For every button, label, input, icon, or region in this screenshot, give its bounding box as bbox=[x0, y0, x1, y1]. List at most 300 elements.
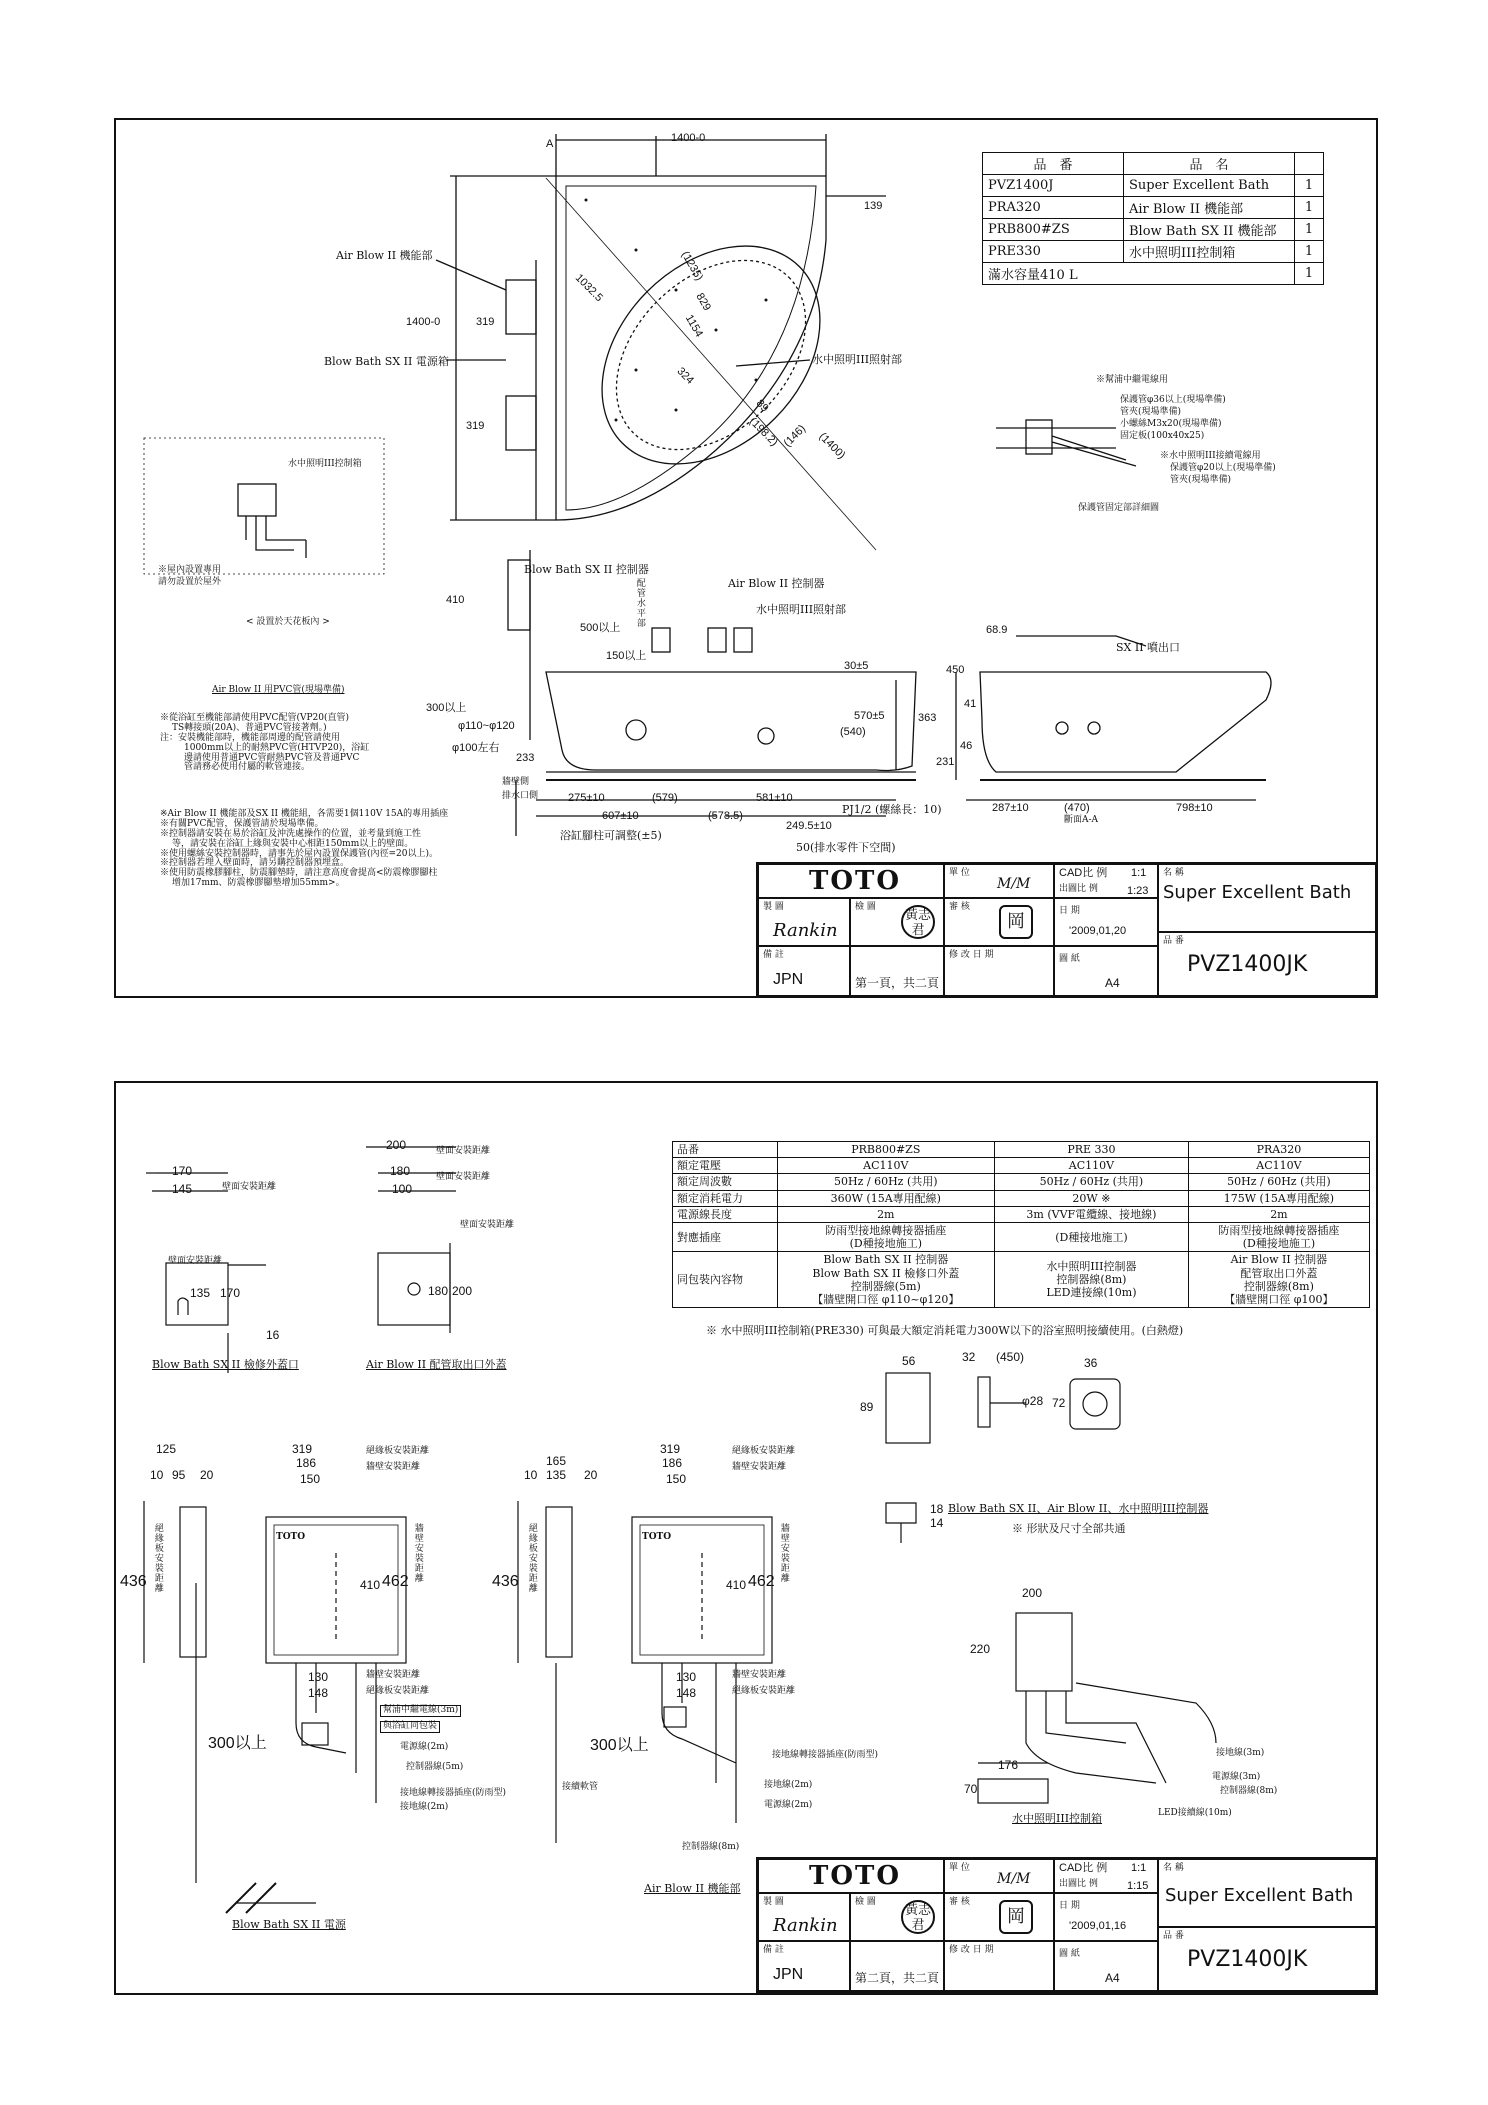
wall-distance: 牆壁安裝距離 bbox=[366, 1670, 421, 1680]
with-tub: 與浴缸同包裝 bbox=[380, 1721, 440, 1733]
dim-436: 436 bbox=[120, 1573, 147, 1590]
tb-remarks-cell bbox=[758, 1941, 850, 1991]
parts-qty: 1 bbox=[1295, 263, 1324, 285]
checker-stamp: 黃志君 bbox=[901, 905, 935, 939]
dim-319: 319 bbox=[466, 420, 485, 432]
insul-distance: 絕緣板安裝距離 bbox=[366, 1686, 430, 1696]
checker-stamp: 黃志君 bbox=[901, 1900, 935, 1934]
dim-275: 275±10 bbox=[568, 792, 605, 804]
section-mark: A bbox=[546, 138, 554, 150]
dim-95: 95 bbox=[172, 1468, 186, 1482]
tb-unit-cell bbox=[944, 864, 1054, 898]
parts-header-name: 品 名 bbox=[1124, 153, 1295, 175]
dim-186: 186 bbox=[296, 1456, 317, 1470]
label-drain-side: 排水口側 bbox=[502, 791, 539, 801]
brand-logo: TOTO bbox=[809, 866, 901, 896]
tb-brand-cell bbox=[758, 864, 944, 898]
dim-30: 30±5 bbox=[844, 660, 869, 672]
drawing-sheet-2 bbox=[114, 1081, 1378, 1995]
relay-cable: 幫浦中繼電線(3m) bbox=[380, 1705, 461, 1717]
dim-198: (198.2) bbox=[746, 415, 781, 449]
spec-cell: 50Hz / 60Hz (共用) bbox=[777, 1174, 995, 1190]
dim-10: 10 bbox=[150, 1468, 164, 1482]
control-box-title: 水中照明III控制箱 bbox=[288, 459, 362, 469]
parts-code: PRA320 bbox=[983, 197, 1124, 219]
parts-name: Blow Bath SX II 機能部 bbox=[1124, 219, 1295, 241]
dim-570: 570±5 bbox=[854, 710, 885, 722]
dim-148: 148 bbox=[308, 1686, 329, 1700]
spec-cell: 防雨型接地線轉接器插座 (D種接地施工) bbox=[1188, 1222, 1369, 1251]
spec-header: PRE 330 bbox=[995, 1142, 1189, 1158]
dim-165: 165 bbox=[546, 1454, 567, 1468]
parts-table bbox=[982, 152, 1324, 285]
paper-size: A4 bbox=[1105, 976, 1120, 990]
light-box-caption: 水中照明III控制箱 bbox=[1012, 1812, 1103, 1825]
date-value: '2009,01,16 bbox=[1069, 1920, 1127, 1932]
label-pvc: Air Blow II 用PVC管(現場準備) bbox=[212, 685, 345, 695]
dim-36: 36 bbox=[1084, 1356, 1098, 1370]
label-air-blow-unit: Air Blow II 機能部 bbox=[336, 249, 433, 262]
print-scale: 1:15 bbox=[1127, 1880, 1149, 1892]
date-value: '2009,01,20 bbox=[1069, 925, 1127, 937]
control-box-note: 請勿設置於屋外 bbox=[158, 577, 222, 587]
product-title: Super Excellent Bath bbox=[1165, 1885, 1354, 1906]
tb-unit-cell bbox=[944, 1859, 1054, 1893]
wall-distance: 壁面安裝距離 bbox=[460, 1220, 515, 1230]
dim-135: 135 bbox=[190, 1286, 211, 1300]
access-cover-caption: Blow Bath SX II 檢修外蓋口 bbox=[152, 1358, 299, 1371]
dim-319: 319 bbox=[476, 316, 495, 328]
name-label: 名 稱 bbox=[1163, 1863, 1184, 1873]
dim-470: (470) bbox=[1064, 802, 1090, 814]
dim-319: 319 bbox=[292, 1442, 313, 1456]
spec-cell: 水中照明III控制器 控制器線(8m) LED連接線(10m) bbox=[995, 1252, 1189, 1308]
wall-distance: 壁面安裝距離 bbox=[222, 1182, 277, 1192]
drawn-label: 製 圖 bbox=[763, 1897, 784, 1907]
dim-170: 170 bbox=[172, 1164, 193, 1178]
dim-186: 186 bbox=[662, 1456, 683, 1470]
paper-size: A4 bbox=[1105, 1971, 1120, 1985]
ground-cable: 接地線(3m) bbox=[1216, 1748, 1265, 1758]
dim-579: (579) bbox=[652, 792, 678, 804]
note-line: ※使用螺絲安裝控制器時，請事先於屋內設置保護管(內徑=20以上)。 bbox=[160, 848, 439, 859]
unit-value: M/M bbox=[997, 876, 1031, 892]
dim-436: 436 bbox=[492, 1573, 519, 1590]
spec-row-label: 對應插座 bbox=[673, 1222, 778, 1251]
wall-distance: 壁面安裝距離 bbox=[168, 1256, 223, 1266]
dim-10: 10 bbox=[524, 1468, 538, 1482]
part-no-label: 品 番 bbox=[1163, 936, 1184, 946]
notes-lower bbox=[160, 810, 448, 889]
dim-300: 300以上 bbox=[590, 1737, 649, 1754]
tb-drawn-cell bbox=[758, 898, 850, 946]
review-label: 審 核 bbox=[949, 1897, 970, 1907]
dim-125: 125 bbox=[156, 1442, 177, 1456]
tb-date-cell bbox=[1054, 898, 1158, 946]
note-line: ※有關PVC配管，保護管請於現場準備。 bbox=[160, 818, 324, 829]
dim-100: φ100左右 bbox=[452, 742, 500, 754]
tb-name-cell bbox=[1158, 1859, 1376, 1927]
dim-20: 20 bbox=[584, 1468, 598, 1482]
spec-footnote: ※ 水中照明III控制箱(PRE330) 可與最大額定消耗電力300W以下的浴室照明接續使用。(白熱燈) bbox=[706, 1324, 1184, 1337]
dim-363: 363 bbox=[918, 712, 937, 724]
wall-distance: 牆壁安裝距離 bbox=[732, 1462, 787, 1472]
tb-partno-cell bbox=[1158, 1927, 1376, 1991]
wall-vertical: 牆壁安裝距離 bbox=[412, 1523, 423, 1583]
spec-cell: 20W ※ bbox=[995, 1190, 1189, 1206]
spec-cell: 175W (15A專用配線) bbox=[1188, 1190, 1369, 1206]
dim-220: 220 bbox=[970, 1642, 991, 1656]
brand-mark: TOTO bbox=[642, 1532, 672, 1542]
note-line: 等，請安裝在浴缸上緣與安裝中心相距150mm以上的壁面。 bbox=[172, 838, 414, 849]
dim-89: 89 bbox=[860, 1400, 874, 1414]
review-label: 審 核 bbox=[949, 902, 970, 912]
cad-scale-label: CAD比 例 bbox=[1059, 867, 1108, 879]
note-line: ※Air Blow II 機能部及SX II 機能組，各需要1個110V 15A的專用插座 bbox=[160, 809, 449, 819]
parts-qty: 1 bbox=[1295, 175, 1324, 197]
cad-scale: 1:1 bbox=[1131, 867, 1147, 879]
tb-remarks-cell bbox=[758, 946, 850, 996]
label-sx-controller: Blow Bath SX II 控制器 bbox=[524, 563, 649, 576]
parts-qty: 1 bbox=[1295, 197, 1324, 219]
dim-578: (578.5) bbox=[708, 810, 743, 822]
sx-power-caption: Blow Bath SX II 電源 bbox=[232, 1918, 346, 1931]
tb-check-cell bbox=[850, 1893, 944, 1941]
print-scale: 1:23 bbox=[1127, 885, 1149, 897]
dim-150: 150 bbox=[666, 1472, 687, 1486]
spec-cell: AC110V bbox=[777, 1158, 995, 1174]
spec-cell: AC110V bbox=[995, 1158, 1189, 1174]
wall-vertical: 牆壁安裝距離 bbox=[778, 1523, 789, 1583]
dim-249: 249.5±10 bbox=[786, 820, 832, 832]
note-line: ※控制器若埋入壁面時，請另購控制器預埋盒。 bbox=[160, 858, 350, 869]
spec-header: PRB800#ZS bbox=[777, 1142, 995, 1158]
spec-cell: AC110V bbox=[1188, 1158, 1369, 1174]
spec-header: 品番 bbox=[673, 1142, 778, 1158]
dim-width: 1400-0 bbox=[671, 132, 706, 144]
wall-distance: 壁面安裝距離 bbox=[436, 1172, 491, 1182]
spec-cell: 2m bbox=[1188, 1206, 1369, 1222]
label-power-box: Blow Bath SX II 電源箱 bbox=[324, 355, 449, 368]
wall-distance: 牆壁安裝距離 bbox=[732, 1670, 787, 1680]
power-cable: 電源線(2m) bbox=[400, 1742, 449, 1752]
parts-qty: 1 bbox=[1295, 241, 1324, 263]
tb-name-cell bbox=[1158, 864, 1376, 932]
controller-title: Blow Bath SX II、Air Blow II、水中照明III控制器 bbox=[948, 1502, 1209, 1515]
pipe-cover-caption: Air Blow II 配管取出口外蓋 bbox=[366, 1358, 507, 1371]
insul-distance: 絕緣板安裝距離 bbox=[366, 1446, 430, 1456]
dim-14: 14 bbox=[930, 1516, 944, 1530]
tb-page-cell bbox=[850, 1941, 944, 1991]
dim-150: 150 bbox=[300, 1472, 321, 1486]
dim-146: (146) bbox=[781, 422, 809, 450]
insul-distance: 絕緣板安裝距離 bbox=[732, 1686, 796, 1696]
label-wall-side: 牆壁側 bbox=[502, 777, 530, 787]
part-no: PVZ1400JK bbox=[1187, 952, 1308, 977]
dim-100: 100 bbox=[392, 1182, 413, 1196]
dim-500: 500以上 bbox=[580, 622, 621, 634]
note-line: ※控制器請安裝在易於浴缸及沖洗處操作的位置，並考量到施工性 bbox=[160, 828, 422, 839]
date-label: 日 期 bbox=[1059, 906, 1080, 916]
dim-1400: (1400) bbox=[816, 430, 848, 462]
brand-mark: TOTO bbox=[276, 1532, 306, 1542]
spec-row-label: 額定周波數 bbox=[673, 1174, 778, 1190]
dim-462: 462 bbox=[382, 1573, 409, 1590]
spec-cell: (D種接地施工) bbox=[995, 1222, 1189, 1251]
dim-200: 200 bbox=[452, 1284, 473, 1298]
controller-note: ※ 形狀及尺寸全部共通 bbox=[1012, 1522, 1126, 1535]
spec-table bbox=[672, 1141, 1370, 1308]
dim-300: 300以上 bbox=[208, 1735, 267, 1752]
part-no: PVZ1400JK bbox=[1187, 1947, 1308, 1972]
dim-300: 300以上 bbox=[426, 702, 467, 714]
label-drain: 50(排水零件下空間) bbox=[796, 841, 896, 854]
dim-450: 450 bbox=[946, 664, 965, 676]
spec-cell: 2m bbox=[777, 1206, 995, 1222]
parts-code: PRB800#ZS bbox=[983, 219, 1124, 241]
spec-cell: 50Hz / 60Hz (共用) bbox=[995, 1174, 1189, 1190]
dim-450: (450) bbox=[996, 1350, 1025, 1364]
spec-cell: Air Blow II 控制器 配管取出口外蓋 控制器線(8m) 【牆壁開口徑 φ100】 bbox=[1188, 1252, 1369, 1308]
note-line: ※從浴缸至機能部請使用PVC配管(VP20(直管) bbox=[160, 713, 349, 723]
dim-110: φ110~φ120 bbox=[458, 720, 515, 732]
dim-540: (540) bbox=[840, 726, 866, 738]
spec-cell: 3m (VVF電纜線、接地線) bbox=[995, 1206, 1189, 1222]
unit-label: 單 位 bbox=[949, 1863, 970, 1873]
dim-324: 324 bbox=[674, 365, 696, 387]
note-line: 增加17mm、防震橡膠腳墊增加55mm>。 bbox=[172, 878, 345, 889]
parts-name: 水中照明III控制箱 bbox=[1124, 241, 1295, 263]
title-block bbox=[756, 862, 1378, 998]
dim-145: 145 bbox=[172, 1182, 193, 1196]
page-number: 第一頁，共二頁 bbox=[855, 976, 940, 990]
section-caption: 斷面A-A bbox=[1064, 815, 1099, 825]
note-line: 注：安裝機能部時，機能部周邊的配管請使用 bbox=[160, 732, 341, 743]
remarks: JPN bbox=[773, 971, 804, 988]
label-feet: 浴缸腳柱可調整(±5) bbox=[560, 829, 662, 842]
spec-cell: 360W (15A專用配線) bbox=[777, 1190, 995, 1206]
paper-label: 圖 紙 bbox=[1059, 954, 1080, 964]
note-line: 1000mm以上的耐熱PVC管(HTVP20)，浴缸 bbox=[184, 742, 370, 753]
fixing-label: ※水中照明III接續電線用 bbox=[1160, 451, 1261, 461]
tb-page-cell bbox=[850, 946, 944, 996]
spec-row-label: 同包裝內容物 bbox=[673, 1252, 778, 1308]
dim-130: 130 bbox=[676, 1670, 697, 1684]
remarks-label: 備 註 bbox=[763, 950, 784, 960]
revision-label: 修 改 日 期 bbox=[949, 950, 994, 960]
dim-798: 798±10 bbox=[1176, 802, 1213, 814]
fixing-caption: 保護管固定部詳細圖 bbox=[1078, 503, 1160, 513]
dim-231: 231 bbox=[936, 756, 955, 768]
control-cable: 控制器線(8m) bbox=[682, 1842, 740, 1852]
tb-paper-cell bbox=[1054, 946, 1158, 996]
outlet-label: 接地線轉接器插座(防雨型) bbox=[772, 1750, 879, 1760]
side-label: 絕緣板安裝距離 bbox=[152, 1523, 163, 1593]
unit-label: 單 位 bbox=[949, 868, 970, 878]
remarks: JPN bbox=[773, 1966, 804, 1983]
dim-41: 41 bbox=[964, 698, 977, 710]
tb-drawn-cell bbox=[758, 1893, 850, 1941]
dim-180: 180 bbox=[428, 1284, 449, 1298]
label-pj: PJ1/2 (螺絲長：10) bbox=[842, 803, 942, 816]
control-cable: 控制器線(8m) bbox=[1220, 1786, 1278, 1796]
tb-review-cell bbox=[944, 898, 1054, 946]
dim-829: 829 bbox=[693, 291, 714, 313]
tb-cad-cell bbox=[1054, 864, 1158, 898]
parts-name: Super Excellent Bath bbox=[1124, 175, 1295, 197]
dim-89: 89 bbox=[753, 397, 771, 415]
label-wiring: 配管水平部 bbox=[634, 578, 645, 628]
dim-200: 200 bbox=[386, 1138, 407, 1152]
side-label: 絕緣板安裝距離 bbox=[526, 1523, 537, 1593]
page-number: 第二頁，共二頁 bbox=[855, 1971, 940, 1985]
spec-row-label: 電源線長度 bbox=[673, 1206, 778, 1222]
label-light-controller: 水中照明III照射部 bbox=[756, 603, 847, 616]
tb-date-cell bbox=[1054, 1893, 1158, 1941]
parts-code: PRE330 bbox=[983, 241, 1124, 263]
power-cable: 電源線(3m) bbox=[1212, 1772, 1261, 1782]
dim-287: 287±10 bbox=[992, 802, 1029, 814]
spec-cell: 50Hz / 60Hz (共用) bbox=[1188, 1174, 1369, 1190]
drawn-by: Rankin bbox=[773, 920, 838, 941]
dim-68: 68.9 bbox=[986, 624, 1008, 636]
label-air-controller: Air Blow II 控制器 bbox=[728, 577, 825, 590]
control-box-ceiling: < 設置於天花板內 > bbox=[246, 617, 330, 627]
spec-row-label: 額定消耗電力 bbox=[673, 1190, 778, 1206]
review-stamp: 岡 bbox=[999, 905, 1033, 939]
check-label: 檢 圖 bbox=[855, 1897, 876, 1907]
dim-1235: (1235) bbox=[678, 249, 706, 283]
tb-brand-cell bbox=[758, 1859, 944, 1893]
part-no-label: 品 番 bbox=[1163, 1931, 1184, 1941]
parts-qty: 1 bbox=[1295, 219, 1324, 241]
tb-check-cell bbox=[850, 898, 944, 946]
dim-28: φ28 bbox=[1022, 1394, 1044, 1408]
control-box-note: ※屋內設置專用 bbox=[158, 565, 222, 575]
cad-scale-label: CAD比 例 bbox=[1059, 1862, 1108, 1874]
dim-139: 139 bbox=[864, 200, 883, 212]
brand-logo: TOTO bbox=[809, 1861, 901, 1891]
wall-distance: 牆壁安裝距離 bbox=[366, 1462, 421, 1472]
dim-462: 462 bbox=[748, 1573, 775, 1590]
dim-233: 233 bbox=[516, 752, 535, 764]
note-line: ※使用防震橡膠腳柱，防震腳墊時，請注意高度會提高<防震橡膠腳柱 bbox=[160, 868, 438, 879]
tb-paper-cell bbox=[1054, 1941, 1158, 1991]
fixing-label: 小螺絲M3x20(現場準備) bbox=[1120, 419, 1222, 429]
ground-cable: 接地線(2m) bbox=[400, 1802, 449, 1812]
dim-180: 180 bbox=[390, 1164, 411, 1178]
tb-revision-cell bbox=[944, 1941, 1054, 1991]
dim-18: 18 bbox=[930, 1502, 944, 1516]
fixing-title: ※幫浦中繼電線用 bbox=[1096, 375, 1169, 385]
review-stamp: 岡 bbox=[999, 1900, 1033, 1934]
title-block bbox=[756, 1857, 1378, 1993]
power-cable: 電源線(2m) bbox=[764, 1800, 813, 1810]
cad-scale: 1:1 bbox=[1131, 1862, 1147, 1874]
fixing-label: 保護管φ20以上(現場準備) bbox=[1170, 463, 1276, 473]
revision-label: 修 改 日 期 bbox=[949, 1945, 994, 1955]
spec-cell: Blow Bath SX II 控制器 Blow Bath SX II 檢修口外蓋 控制器線(5m) 【牆壁開口徑 φ110~φ120】 bbox=[777, 1252, 995, 1308]
dim-1154: 1154 bbox=[682, 312, 705, 340]
dim-150: 150以上 bbox=[606, 650, 647, 662]
dim-135: 135 bbox=[546, 1468, 567, 1482]
outlet-label: 接地線轉接器插座(防雨型) bbox=[400, 1788, 507, 1798]
spec-header: PRA320 bbox=[1188, 1142, 1369, 1158]
notes-upper bbox=[160, 714, 369, 773]
fixing-label: 固定板(100x40x25) bbox=[1120, 431, 1205, 441]
dim-148: 148 bbox=[676, 1686, 697, 1700]
print-scale-label: 出圖比 例 bbox=[1059, 884, 1098, 894]
date-label: 日 期 bbox=[1059, 1901, 1080, 1911]
dim-170: 170 bbox=[220, 1286, 241, 1300]
check-label: 檢 圖 bbox=[855, 902, 876, 912]
fixing-label: 管夾(現場準備) bbox=[1120, 407, 1182, 417]
parts-capacity: 滿水容量410 L bbox=[983, 263, 1295, 285]
tb-cad-cell bbox=[1054, 1859, 1158, 1893]
parts-code: PVZ1400J bbox=[983, 175, 1124, 197]
spec-row-label: 額定電壓 bbox=[673, 1158, 778, 1174]
ground-cable: 接地線(2m) bbox=[764, 1780, 813, 1790]
dim-16: 16 bbox=[266, 1328, 280, 1342]
dim-1032: 1032.5 bbox=[572, 271, 606, 305]
dim-70: 70 bbox=[964, 1782, 978, 1796]
print-scale-label: 出圖比 例 bbox=[1059, 1879, 1098, 1889]
label-sx-nozzle: SX II 噴出口 bbox=[1116, 641, 1181, 654]
note-line: 管請務必使用付屬的軟管連接。 bbox=[184, 762, 311, 773]
dim-56: 56 bbox=[902, 1354, 916, 1368]
name-label: 名 稱 bbox=[1163, 868, 1184, 878]
dim-depth: 1400-0 bbox=[406, 316, 441, 328]
wall-distance: 壁面安裝距離 bbox=[436, 1146, 491, 1156]
dim-32: 32 bbox=[962, 1350, 976, 1364]
led-cable: LED接續線(10m) bbox=[1158, 1808, 1232, 1818]
drawn-by: Rankin bbox=[773, 1915, 838, 1936]
hose-label: 接續軟管 bbox=[562, 1782, 599, 1792]
tb-partno-cell bbox=[1158, 932, 1376, 996]
drawing-sheet-1 bbox=[114, 118, 1378, 998]
parts-header-qty bbox=[1295, 153, 1324, 175]
dim-130: 130 bbox=[308, 1670, 329, 1684]
product-title: Super Excellent Bath bbox=[1163, 882, 1352, 903]
dim-72: 72 bbox=[1052, 1396, 1066, 1410]
fixing-label: 保護管φ36以上(現場準備) bbox=[1120, 395, 1226, 405]
insul-distance: 絕緣板安裝距離 bbox=[732, 1446, 796, 1456]
dim-581: 581±10 bbox=[756, 792, 793, 804]
air-unit-caption: Air Blow II 機能部 bbox=[644, 1882, 741, 1895]
note-line: 邊請使用普通PVC管耐熱PVC管及普通PVC bbox=[184, 752, 360, 763]
parts-name: Air Blow II 機能部 bbox=[1124, 197, 1295, 219]
spec-cell: 防雨型接地線轉接器插座 (D種接地施工) bbox=[777, 1222, 995, 1251]
dim-410: 410 bbox=[446, 594, 465, 606]
dim-20: 20 bbox=[200, 1468, 214, 1482]
remarks-label: 備 註 bbox=[763, 1945, 784, 1955]
dim-410: 410 bbox=[360, 1578, 381, 1592]
control-cable: 控制器線(5m) bbox=[406, 1762, 464, 1772]
tb-review-cell bbox=[944, 1893, 1054, 1941]
dim-200: 200 bbox=[1022, 1586, 1043, 1600]
paper-label: 圖 紙 bbox=[1059, 1949, 1080, 1959]
dim-176: 176 bbox=[998, 1758, 1019, 1772]
dim-319: 319 bbox=[660, 1442, 681, 1456]
dim-46: 46 bbox=[960, 740, 973, 752]
label-light-fixture: 水中照明III照射部 bbox=[812, 353, 903, 366]
tb-revision-cell bbox=[944, 946, 1054, 996]
dim-607: 607±10 bbox=[602, 810, 639, 822]
unit-value: M/M bbox=[997, 1871, 1031, 1887]
fixing-label: 管夾(現場準備) bbox=[1170, 475, 1232, 485]
note-line: TS轉接頭(20A)、普通PVC管接著劑。) bbox=[172, 722, 327, 733]
dim-410: 410 bbox=[726, 1578, 747, 1592]
